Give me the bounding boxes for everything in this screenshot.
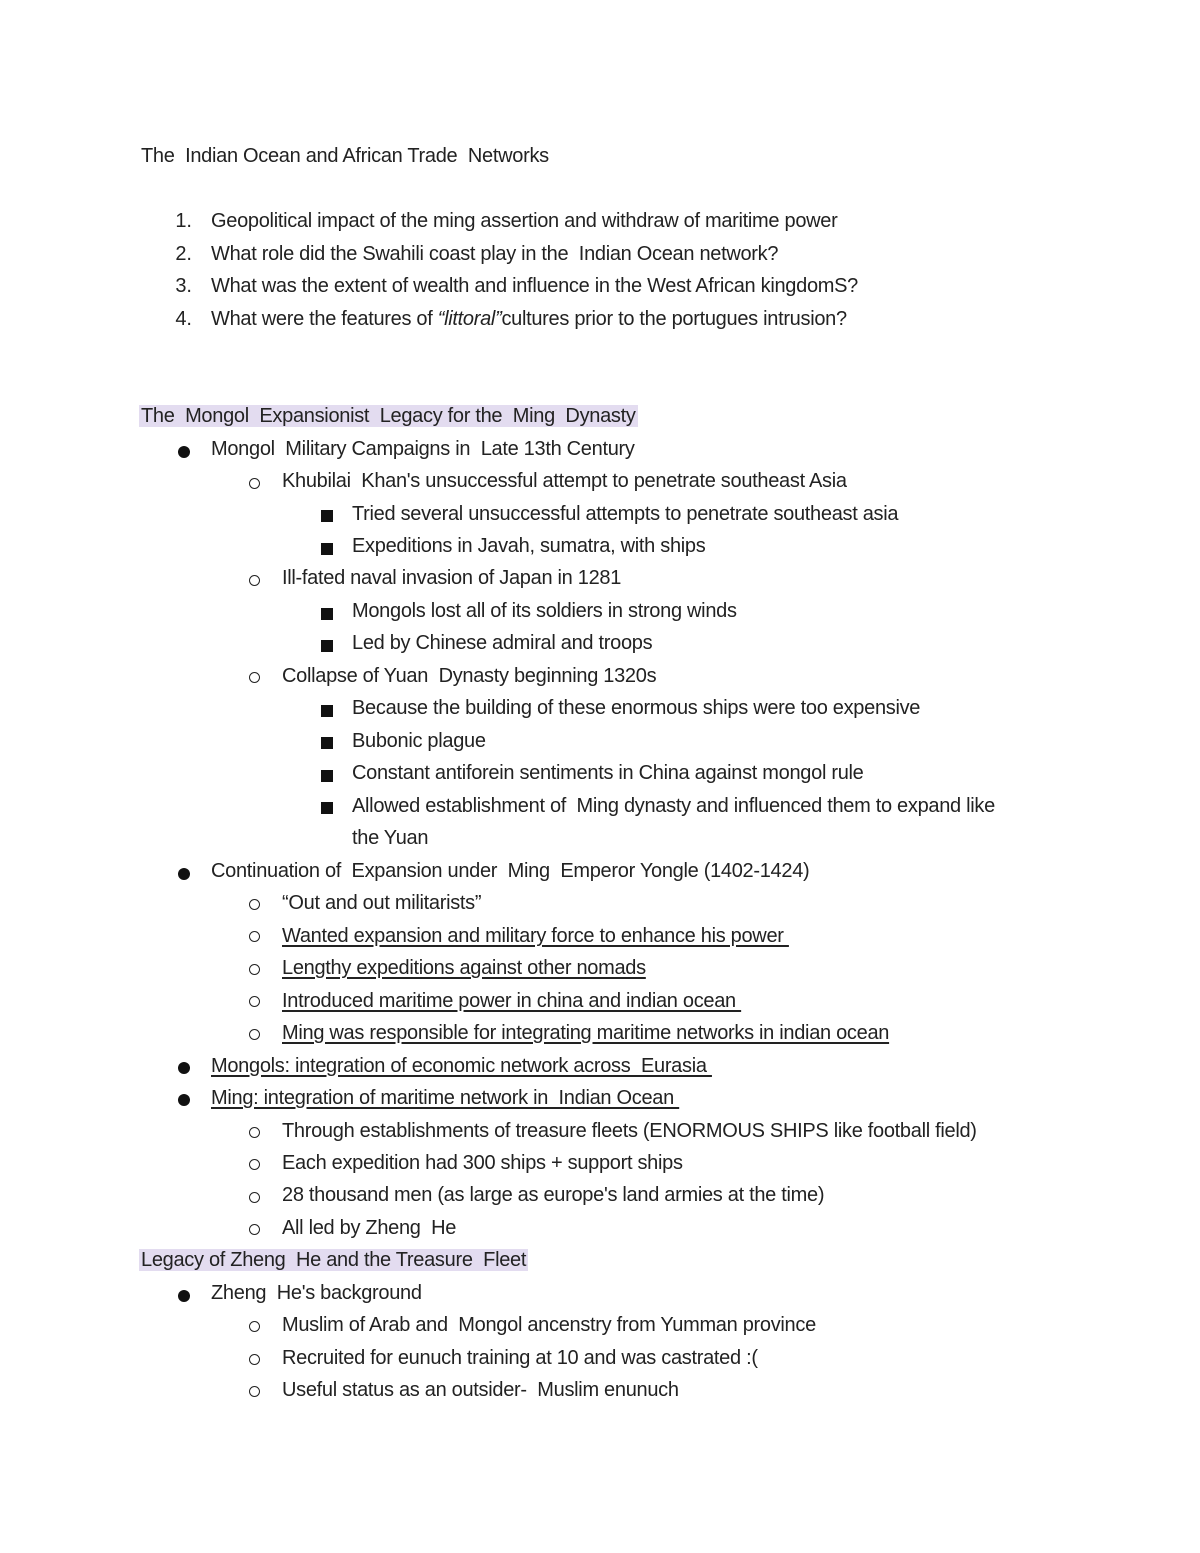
- outline-item: Allowed establishment of Ming dynasty and influenced them to expand like: [352, 795, 995, 817]
- outline-item: Muslim of Arab and Mongol ancenstry from Yumman province: [282, 1314, 816, 1336]
- bullet-square: [321, 770, 333, 782]
- outline-item: Through establishments of treasure fleets (ENORMOUS SHIPS like football field): [282, 1120, 977, 1142]
- bullet-filled-circle: [178, 446, 190, 458]
- question-1: Geopolitical impact of the ming assertion and withdraw of maritime power: [211, 210, 838, 232]
- bullet-open-circle: [249, 1127, 260, 1138]
- outline-item: Led by Chinese admiral and troops: [352, 632, 653, 654]
- bullet-open-circle: [249, 1321, 260, 1332]
- q4-before: What were the features of: [211, 308, 438, 330]
- bullet-open-circle: [249, 1192, 260, 1203]
- bullet-square: [321, 705, 333, 717]
- outline-item: Continuation of Expansion under Ming Emperor Yongle (1402-1424): [211, 860, 810, 882]
- question-number-2: 2.: [175, 243, 192, 265]
- bullet-open-circle: [249, 478, 260, 489]
- bullet-filled-circle: [178, 868, 190, 880]
- outline-item-underlined: Wanted expansion and military force to enhance his power: [282, 925, 789, 947]
- section-heading-mongol-legacy: [141, 402, 638, 430]
- bullet-open-circle: [249, 899, 260, 910]
- bullet-square: [321, 608, 333, 620]
- outline-item-underlined: Ming was responsible for integrating maritime networks in indian ocean: [282, 1022, 890, 1044]
- outline-item: Collapse of Yuan Dynasty beginning 1320s: [282, 665, 657, 687]
- outline-item: Khubilai Khan's unsuccessful attempt to penetrate southeast Asia: [282, 470, 847, 492]
- bullet-square: [321, 510, 333, 522]
- outline-item: Expeditions in Javah, sumatra, with ships: [352, 535, 706, 557]
- outline-item: All led by Zheng He: [282, 1217, 457, 1239]
- q4-italic: “littoral”: [437, 308, 502, 330]
- bullet-open-circle: [249, 964, 260, 975]
- q4-after: cultures prior to the portugues intrusion?: [501, 308, 847, 330]
- outline-item: Tried several unsuccessful attempts to penetrate southeast asia: [352, 503, 899, 525]
- heading-highlight: The Mongol Expansionist Legacy for the Ming Dynasty: [141, 405, 636, 427]
- bullet-open-circle: [249, 575, 260, 586]
- question-number-3: 3.: [175, 275, 192, 297]
- outline-item: Bubonic plague: [352, 730, 486, 752]
- outline-item-underlined: Mongols: integration of economic network across Eurasia: [211, 1055, 712, 1077]
- bullet-square: [321, 802, 333, 814]
- outline-item-continued: the Yuan: [352, 827, 429, 849]
- question-number-1: 1.: [175, 210, 192, 232]
- bullet-filled-circle: [178, 1094, 190, 1106]
- outline-item: Useful status as an outsider- Muslim enunuch: [282, 1379, 679, 1401]
- bullet-square: [321, 543, 333, 555]
- bullet-open-circle: [249, 1224, 260, 1235]
- outline-item: Each expedition had 300 ships + support ships: [282, 1152, 683, 1174]
- bullet-open-circle: [249, 996, 260, 1007]
- heading-highlight: Legacy of Zheng He and the Treasure Fleet: [141, 1249, 527, 1271]
- bullet-open-circle: [249, 1029, 260, 1040]
- bullet-filled-circle: [178, 1062, 190, 1074]
- outline-item: Ill-fated naval invasion of Japan in 1281: [282, 567, 622, 589]
- outline-item: Because the building of these enormous ships were too expensive: [352, 697, 921, 719]
- bullet-square: [321, 737, 333, 749]
- bullet-open-circle: [249, 1354, 260, 1365]
- section-heading-zheng-he: [141, 1246, 528, 1274]
- outline-item-underlined: Lengthy expeditions against other nomads: [282, 957, 646, 979]
- question-4: [211, 305, 847, 333]
- bullet-open-circle: [249, 931, 260, 942]
- bullet-filled-circle: [178, 1290, 190, 1302]
- outline-item-underlined: Introduced maritime power in china and indian ocean: [282, 990, 742, 1012]
- outline-item: Constant antiforein sentiments in China against mongol rule: [352, 762, 864, 784]
- bullet-square: [321, 640, 333, 652]
- outline-item: Mongols lost all of its soldiers in strong winds: [352, 600, 737, 622]
- outline-item: Zheng He's background: [211, 1282, 422, 1304]
- question-number-4: 4.: [175, 308, 192, 330]
- outline-item: “Out and out militarists”: [282, 892, 482, 914]
- outline-item: Recruited for eunuch training at 10 and was castrated :(: [282, 1347, 758, 1369]
- question-3: What was the extent of wealth and influence in the West African kingdomS?: [211, 275, 858, 297]
- document-title: The Indian Ocean and African Trade Networks: [141, 145, 549, 167]
- outline-item: 28 thousand men (as large as europe's land armies at the time): [282, 1184, 825, 1206]
- bullet-open-circle: [249, 672, 260, 683]
- question-2: What role did the Swahili coast play in the Indian Ocean network?: [211, 243, 779, 265]
- bullet-open-circle: [249, 1386, 260, 1397]
- outline-item: Mongol Military Campaigns in Late 13th Century: [211, 438, 635, 460]
- outline-item-underlined: Ming: integration of maritime network in Indian Ocean: [211, 1087, 680, 1109]
- bullet-open-circle: [249, 1159, 260, 1170]
